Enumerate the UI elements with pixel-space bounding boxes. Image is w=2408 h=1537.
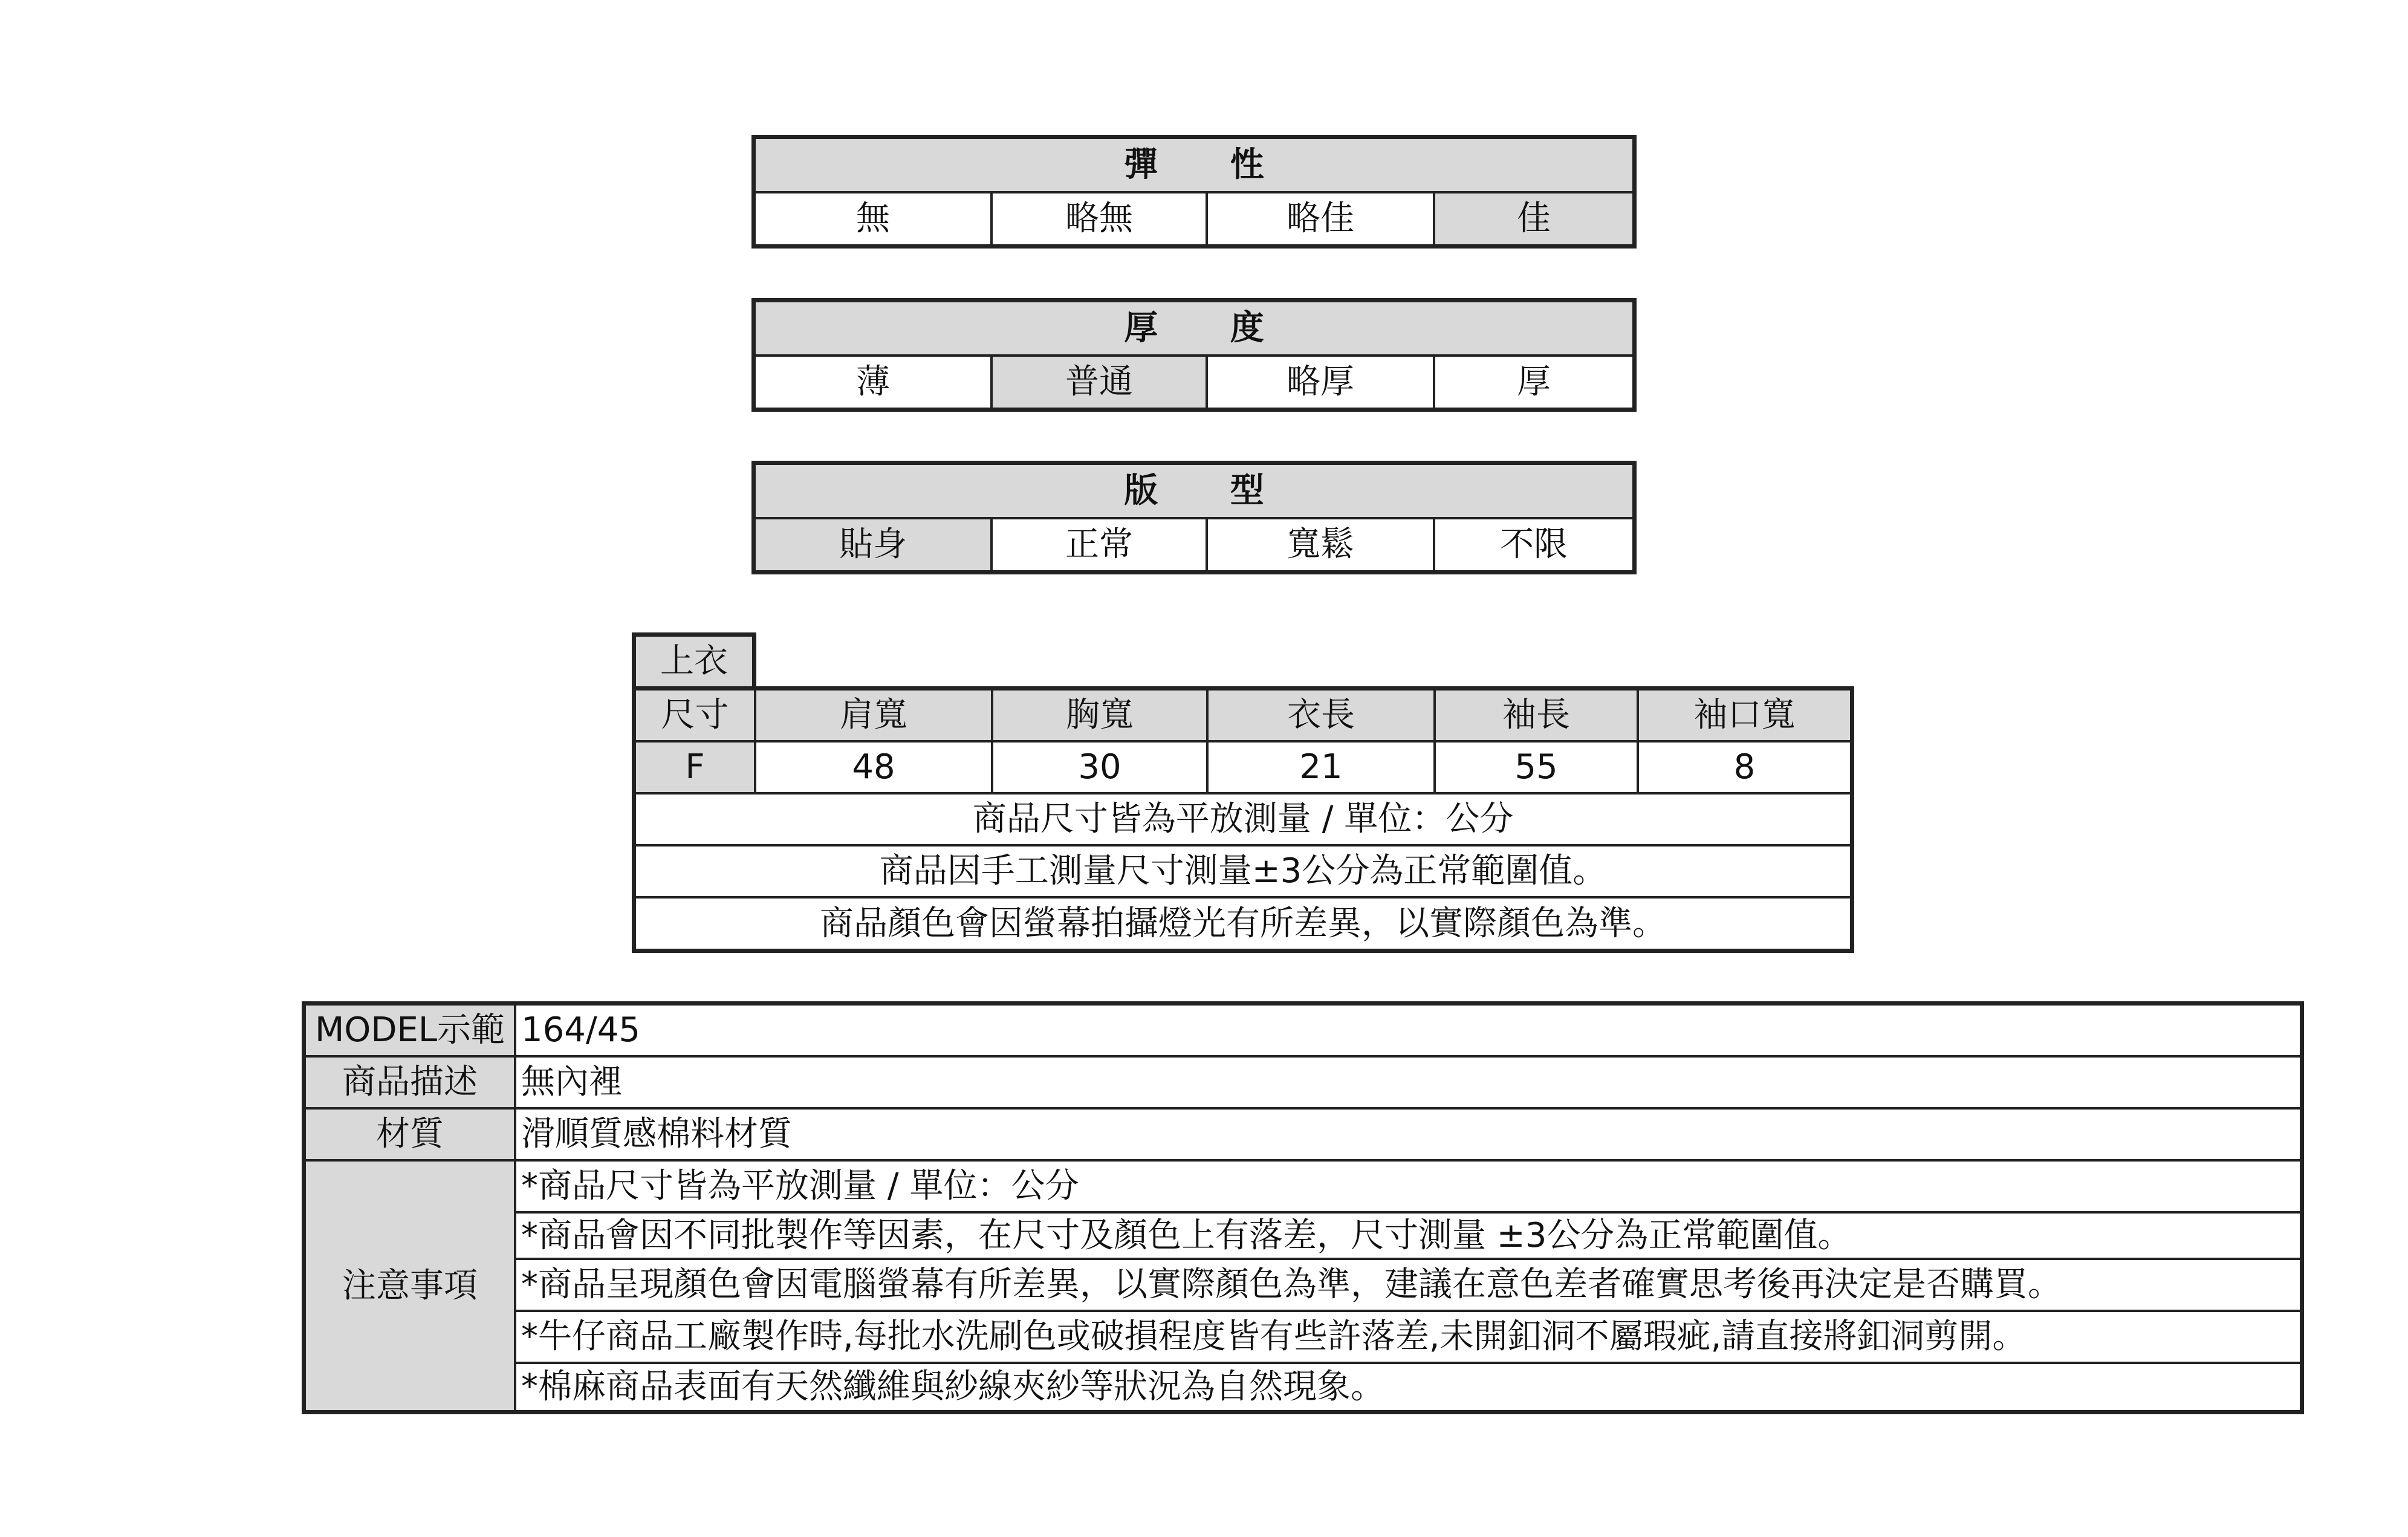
elasticity-option-good: 佳	[1435, 193, 1632, 244]
size-note-measurement: 商品尺寸皆為平放測量 / 單位：公分	[636, 794, 1850, 846]
fit-option-regular: 正常	[993, 519, 1208, 570]
size-row-sleeve: 55	[1436, 743, 1639, 794]
elasticity-title: 彈 性	[756, 139, 1632, 193]
notice-item: *商品呈現顏色會因電腦螢幕有所差異，以實際顏色為準，建議在意色差者確實思考後再決定是否購買。	[516, 1260, 2300, 1312]
elasticity-table	[751, 135, 1637, 249]
thickness-title: 厚 度	[756, 302, 1632, 357]
thickness-option-thick: 厚	[1517, 362, 1551, 401]
material-label: 材質	[306, 1110, 516, 1162]
size-row-shoulder: 48	[756, 743, 993, 794]
size-note-tolerance: 商品因手工測量尺寸測量±3公分為正常範圍值。	[636, 846, 1850, 898]
notice-item: *商品會因不同批製作等因素，在尺寸及顏色上有落差，尺寸測量 ±3公分為正常範圍值。	[516, 1214, 2300, 1260]
size-header-length: 衣長	[1209, 691, 1436, 743]
notice-item: *棉麻商品表面有天然纖維與紗線夾紗等狀況為自然現象。	[521, 1367, 1384, 1406]
size-header-sleeve: 袖長	[1436, 691, 1639, 743]
size-note-color: 商品顏色會因螢幕拍攝燈光有所差異，以實際顏色為準。	[820, 903, 1666, 943]
size-row-length: 21	[1209, 743, 1436, 794]
size-table	[632, 686, 1854, 953]
size-header-size: 尺寸	[636, 691, 756, 743]
model-value: 164/45	[516, 1006, 2300, 1058]
notice-item: *牛仔商品工廠製作時,每批水洗刷色或破損程度皆有些許落差,未開釦洞不屬瑕疵,請直接將釦洞剪開。	[516, 1312, 2300, 1364]
model-label: MODEL示範	[306, 1006, 516, 1058]
fit-title: 版 型	[756, 465, 1632, 519]
size-row-cuff: 8	[1639, 743, 1850, 794]
elasticity-option-slightly-good: 略佳	[1208, 193, 1435, 244]
product-info-table	[302, 1001, 2304, 1414]
size-header-cuff: 袖口寬	[1639, 691, 1850, 743]
elasticity-option-slightly-none: 略無	[993, 193, 1208, 244]
desc-label: 商品描述	[306, 1058, 516, 1110]
size-row-size: F	[636, 743, 756, 794]
desc-value: 無內裡	[516, 1058, 2300, 1110]
material-value: 滑順質感棉料材質	[516, 1110, 2300, 1162]
elasticity-option-none: 無	[756, 193, 993, 244]
size-table-tab: 上衣	[632, 632, 756, 691]
thickness-table	[751, 298, 1637, 412]
thickness-option-slightly-thick: 略厚	[1208, 357, 1435, 408]
size-row-chest: 30	[993, 743, 1209, 794]
thickness-option-thin: 薄	[756, 357, 993, 408]
fit-option-slim: 貼身	[756, 519, 993, 570]
size-header-shoulder: 肩寬	[756, 691, 993, 743]
size-header-chest: 胸寬	[993, 691, 1209, 743]
fit-option-loose: 寬鬆	[1208, 519, 1435, 570]
notice-item: *商品尺寸皆為平放測量 / 單位：公分	[516, 1162, 2300, 1214]
fit-table	[751, 461, 1637, 574]
fit-option-any: 不限	[1500, 525, 1568, 564]
thickness-option-normal: 普通	[993, 357, 1208, 408]
notice-label: 注意事項	[306, 1162, 516, 1410]
